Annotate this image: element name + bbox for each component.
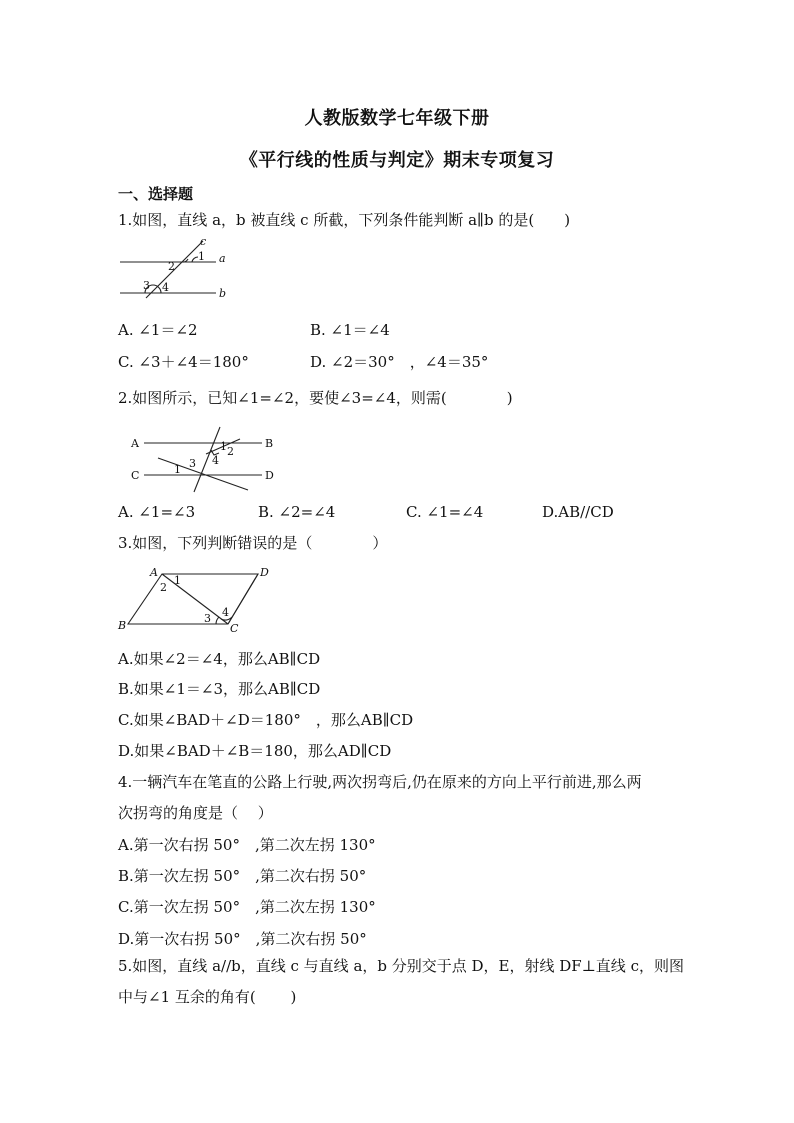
q4-option-d: D.第一次右拐 50° ,第二次右拐 50°	[118, 930, 367, 948]
q1-label-2: 2	[168, 260, 175, 273]
q1-label-c: c	[200, 235, 207, 248]
q3-option-b: B.如果∠1＝∠3，那么AB∥CD	[118, 680, 321, 698]
q2-option-b: B. ∠2=∠4	[258, 503, 336, 521]
q1-option-d: D. ∠2＝30° ，∠4＝35°	[310, 353, 489, 371]
q3-option-c: C.如果∠BAD＋∠D＝180° ，那么AB∥CD	[118, 711, 414, 729]
q4-option-b: B.第一次左拐 50° ,第二次右拐 50°	[118, 867, 367, 885]
q5-stem-line1: 5.如图，直线 a//b，直线 c 与直线 a，b 分别交于点 D，E，射线 DF⊥直线 c，则图	[118, 957, 684, 975]
q3-option-d: D.如果∠BAD＋∠B＝180，那么AD∥CD	[118, 742, 392, 760]
q2-label-3: 3	[189, 457, 196, 470]
q3-stem: 3.如图，下列判断错误的是（ ）	[118, 534, 388, 552]
q2-ray-1	[158, 458, 248, 490]
q2-label-2: 2	[227, 445, 234, 458]
q2-option-a: A. ∠1=∠3	[118, 503, 196, 521]
q1-stem: 1.如图，直线 a，b 被直线 c 所截，下列条件能判断 a∥b 的是( )	[118, 211, 571, 229]
q1-label-b: b	[219, 287, 227, 300]
q1-label-4: 4	[162, 281, 169, 294]
q4-stem-line2: 次拐弯的角度是（ ）	[118, 804, 273, 822]
q3-label-3: 3	[204, 612, 211, 625]
q3-parallelogram	[128, 574, 258, 624]
q2-label-1b: 1	[174, 463, 181, 476]
q1-option-a: A. ∠1＝∠2	[118, 321, 198, 339]
q3-figure	[118, 566, 278, 634]
q2-label-a: A	[131, 437, 139, 450]
q2-label-1: 1	[220, 440, 227, 453]
q2-stem: 2.如图所示，已知∠1=∠2，要使∠3=∠4，则需( )	[118, 389, 513, 407]
q3-label-d: D	[260, 566, 269, 579]
q5-stem-line2: 中与∠1 互余的角有( )	[118, 988, 297, 1006]
q3-option-a: A.如果∠2＝∠4，那么AB∥CD	[118, 650, 321, 668]
q1-option-c: C. ∠3＋∠4＝180°	[118, 353, 249, 371]
q4-stem-line1: 4.一辆汽车在笔直的公路上行驶,两次拐弯后,仍在原来的方向上平行前进,那么两	[118, 773, 642, 791]
q2-label-4: 4	[212, 454, 219, 467]
q2-figure	[128, 424, 288, 494]
q2-option-d: D.AB//CD	[542, 503, 614, 521]
q2-label-c: C	[131, 469, 140, 482]
doc-title: 人教版数学七年级下册	[304, 108, 490, 129]
doc-subtitle: 《平行线的性质与判定》期末专项复习	[239, 150, 555, 171]
q1-option-b: B. ∠1＝∠4	[310, 321, 390, 339]
q3-label-b: B	[118, 619, 127, 632]
q3-label-4: 4	[222, 606, 229, 619]
q3-label-c: C	[230, 622, 239, 635]
q4-option-a: A.第一次右拐 50° ,第二次左拐 130°	[118, 836, 376, 854]
q4-option-c: C.第一次左拐 50° ,第二次左拐 130°	[118, 898, 376, 916]
q1-label-1: 1	[198, 250, 205, 263]
q2-option-c: C. ∠1=∠4	[406, 503, 484, 521]
section-heading: 一、选择题	[118, 185, 194, 203]
q3-label-1: 1	[174, 574, 181, 587]
q1-figure	[118, 235, 238, 300]
q2-label-b: B	[265, 437, 274, 450]
q3-label-2: 2	[160, 581, 167, 594]
q3-label-a: A	[150, 566, 158, 579]
q3-arc-3	[216, 617, 219, 624]
q3-segment-cd	[228, 574, 258, 624]
q1-label-a: a	[219, 252, 226, 265]
q2-label-d: D	[265, 469, 274, 482]
q1-label-3: 3	[143, 279, 150, 292]
q3-diagonal-ac	[162, 574, 228, 624]
